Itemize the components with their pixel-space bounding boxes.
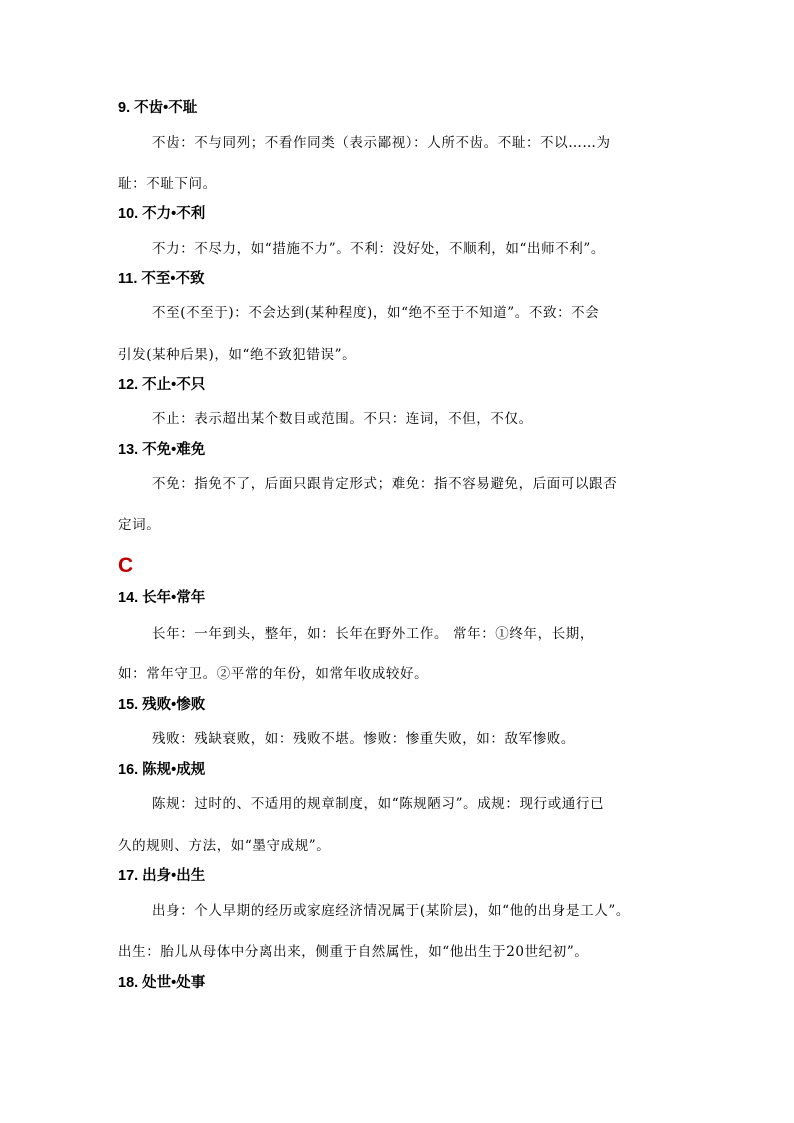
- entry-text-line: 久的规则、方法，如“墨守成规”。: [118, 838, 331, 854]
- entry-text-line: 引发(某种后果)，如“绝不致犯错误”。: [118, 347, 357, 363]
- entry-heading: 10. 不力•不利: [118, 206, 206, 222]
- entry-text-line: 不齿：不与同列；不看作同类（表示鄙视）：人所不齿。不耻：不以……为: [152, 135, 611, 151]
- entry-text-line: 出身：个人早期的经历或家庭经济情况属于(某阶层)，如“他的出身是工人”。: [152, 903, 630, 919]
- entry-text-line: 耻：不耻下问。: [118, 176, 217, 192]
- entry-heading: 15. 残败•惨败: [118, 697, 206, 713]
- section-letter-c: C: [118, 554, 134, 577]
- entry-heading: 17. 出身•出生: [118, 868, 206, 884]
- entry-heading: 12. 不止•不只: [118, 377, 206, 393]
- entry-text-line: 定词。: [118, 517, 161, 533]
- entry-heading: 16. 陈规•成规: [118, 762, 206, 778]
- entry-text-line: 如：常年守卫。②平常的年份，如常年收成较好。: [118, 666, 429, 682]
- entry-text-line: 陈规：过时的、不适用的规章制度，如“陈规陋习”。成规：现行或通行已: [152, 796, 605, 812]
- entry-text-line: 不止：表示超出某个数目或范围。不只：连词，不但，不仅。: [152, 411, 533, 427]
- entry-text-line: 出生：胎儿从母体中分离出来，侧重于自然属性，如“他出生于20世纪初”。: [118, 944, 589, 960]
- entry-heading: 11. 不至•不致: [118, 271, 205, 287]
- entry-heading: 9. 不齿•不耻: [118, 100, 198, 116]
- entry-heading: 18. 处世•处事: [118, 975, 206, 991]
- entry-text-line: 不免：指免不了，后面只跟肯定形式；难免：指不容易避免，后面可以跟否: [152, 476, 618, 492]
- entry-heading: 13. 不免•难免: [118, 442, 206, 458]
- entry-text-line: 不至(不至于)：不会达到(某种程度)，如“绝不至于不知道”。不致：不会: [152, 305, 600, 321]
- entry-text-line: 残败：残缺衰败，如：残败不堪。惨败：惨重失败，如：敌军惨败。: [152, 731, 575, 747]
- entry-text-line: 不力：不尽力，如“措施不力”。不利：没好处，不顺利，如“出师不利”。: [152, 241, 606, 257]
- entry-heading: 14. 长年•常年: [118, 590, 206, 606]
- entry-text-line: 长年：一年到头，整年，如：长年在野外工作。 常年：①终年，长期，: [152, 626, 594, 642]
